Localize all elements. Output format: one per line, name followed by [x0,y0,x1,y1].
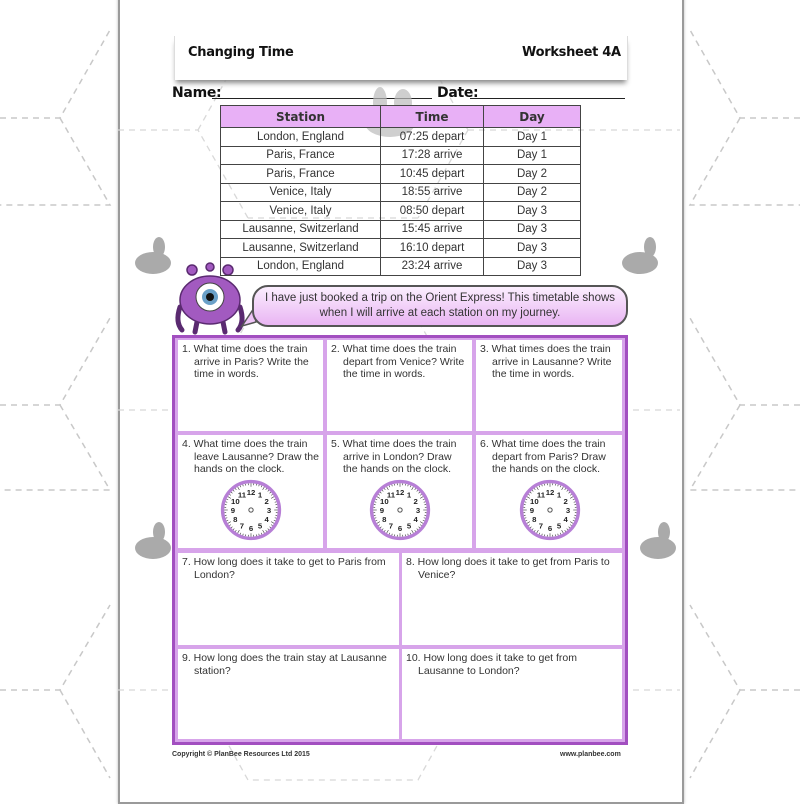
time-cell: 18:55 arrive [381,183,484,202]
question-text: 2. What time does the train depart from Venice? Write the time in words. [343,343,469,381]
bee-icon [612,235,667,280]
question-text: 3. What times does the train arrive in Lausanne? Write the time in words. [492,343,619,381]
question-3[interactable] [476,340,622,431]
time-cell: 08:50 depart [381,202,484,221]
question-6[interactable] [476,435,622,548]
time-cell: 17:28 arrive [381,146,484,165]
clock-number: 3 [267,506,272,515]
table-row [221,183,581,202]
station-cell: Venice, Italy [221,183,381,202]
table-row [221,146,581,165]
table-row [221,202,581,221]
question-2[interactable] [327,340,472,431]
clock-number: 5 [407,521,412,530]
clock-number: 7 [240,521,244,530]
question-text: 1. What time does the train arrive in Paris? Write the time in words. [194,343,320,381]
timetable [220,105,581,276]
time-cell: 10:45 depart [381,165,484,184]
clock-number: 7 [389,521,393,530]
clock-number: 12 [247,487,256,496]
speech-bubble: I have just booked a trip on the Orient Express! This timetable shows when I will arrive at each station on my journey. [252,285,628,327]
question-1[interactable] [178,340,323,431]
clock-number: 12 [396,487,405,496]
time-cell: 07:25 depart [381,128,484,147]
bee-icon [125,520,175,565]
clock-number: 4 [414,515,419,524]
day-cell: Day 3 [484,220,581,239]
clock-face-icon[interactable] [369,479,431,541]
clock-number: 8 [532,515,537,524]
clock-number: 3 [565,506,570,515]
name-label: Name: [172,85,221,101]
time-cell: 23:24 arrive [381,257,484,276]
clock-number: 7 [538,521,542,530]
clock-number: 1 [556,490,561,499]
question-text: 8. How long does it take to get from Paris to Venice? [418,556,619,581]
station-cell: Paris, France [221,165,381,184]
clock-number: 9 [231,506,236,515]
clock-number: 2 [414,496,418,505]
table-row [221,165,581,184]
table-row [221,220,581,239]
clock-number: 11 [536,490,545,499]
time-cell: 15:45 arrive [381,220,484,239]
date-line[interactable] [470,98,625,99]
clock-number: 8 [382,515,387,524]
day-cell: Day 1 [484,128,581,147]
question-8[interactable] [402,553,622,645]
clock-number: 8 [233,515,238,524]
question-text: 7. How long does it take to get to Paris from London? [194,556,396,581]
worksheet-number: Worksheet 4A [522,45,621,60]
day-cell: Day 2 [484,165,581,184]
clock-number: 10 [380,496,389,505]
date-label: Date: [437,85,478,101]
clock-number: 4 [563,515,568,524]
table-row [221,257,581,276]
day-cell: Day 3 [484,202,581,221]
station-cell: London, England [221,257,381,276]
website-text: www.planbee.com [560,751,621,758]
clock-number: 9 [380,506,385,515]
question-text: 6. What time does the train depart from Paris? Draw the hands on the clock. [492,438,619,476]
question-5[interactable] [327,435,472,548]
clock-number: 6 [547,524,552,533]
clock-number: 6 [398,524,403,533]
day-cell: Day 1 [484,146,581,165]
question-7[interactable] [178,553,399,645]
question-9[interactable] [178,649,399,739]
table-row [221,128,581,147]
station-cell: Lausanne, Switzerland [221,239,381,258]
day-cell: Day 2 [484,183,581,202]
bee-icon [630,520,680,565]
clock-number: 10 [530,496,539,505]
station-cell: London, England [221,128,381,147]
worksheet-title: Changing Time [188,45,293,60]
clock-face-icon[interactable] [220,479,282,541]
station-cell: Venice, Italy [221,202,381,221]
header-station: Station [221,106,381,128]
copyright-text: Copyright © PlanBee Resources Ltd 2015 [172,751,310,758]
question-10[interactable] [402,649,622,739]
question-text: 4. What time does the train leave Lausanne? Draw the hands on the clock. [194,438,320,476]
day-cell: Day 3 [484,239,581,258]
question-text: 5. What time does the train arrive in London? Draw the hands on the clock. [343,438,469,476]
header-time: Time [381,106,484,128]
clock-number: 10 [231,496,240,505]
clock-number: 12 [545,487,554,496]
bee-icon [125,235,175,280]
clock-number: 11 [387,490,396,499]
question-text: 9. How long does the train stay at Lausanne station? [194,652,396,677]
table-row [221,239,581,258]
time-cell: 16:10 depart [381,239,484,258]
clock-number: 11 [238,490,247,499]
clock-number: 5 [258,521,263,530]
clock-number: 2 [563,496,567,505]
station-cell: Lausanne, Switzerland [221,220,381,239]
clock-number: 1 [258,490,263,499]
clock-number: 1 [407,490,412,499]
day-cell: Day 3 [484,257,581,276]
clock-number: 6 [249,524,254,533]
clock-face-icon[interactable] [519,479,581,541]
clock-number: 5 [556,521,561,530]
clock-number: 9 [529,506,534,515]
clock-number: 2 [265,496,269,505]
question-text: 10. How long does it take to get from Lausanne to London? [418,652,619,677]
question-4[interactable] [178,435,323,548]
clock-number: 3 [416,506,421,515]
station-cell: Paris, France [221,146,381,165]
header-day: Day [484,106,581,128]
clock-number: 4 [265,515,270,524]
